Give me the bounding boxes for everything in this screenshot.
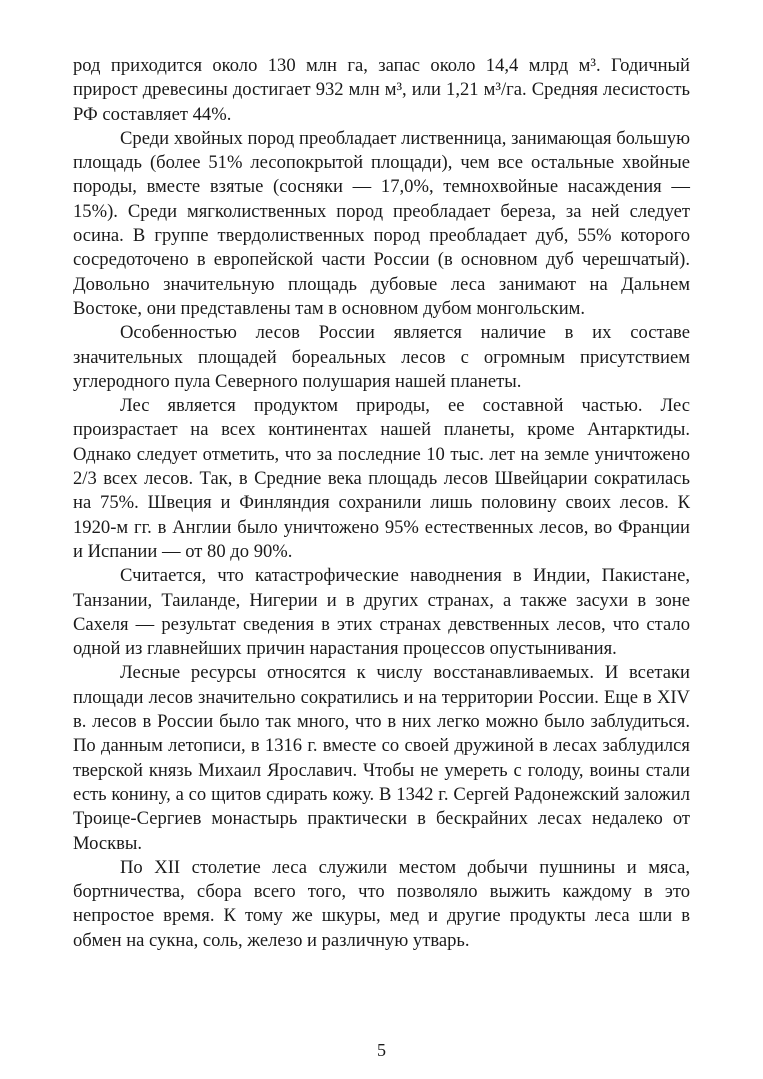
paragraph-forest-stock: род приходится около 130 млн га, запас около 14,4 млрд м³. Годичный прирост древесины достигает 932 млн м³, или 1,21 м³/га. Средняя лесистость РФ составляет 44%. — [73, 55, 690, 125]
paragraph-forest-loss-world: Лес является продуктом природы, ее составной частью. Лес произрастает на всех континентах нашей планеты, кроме Антарктиды. Однако следует отметить, что за последние 10 тыс. лет на земле уничтожено 2/3 всех лесов. Так, в Средние века площадь лесов Швейцарии сократилась на 75%. Швеция и Финляндия сохранили лишь половину своих лесов. К 1920-м гг. в Англии было уничтожено 95% естественных лесов, во Франции и Испании — от 80 до 90%. — [73, 395, 690, 562]
paragraph-floods-droughts: Считается, что катастрофические наводнения в Индии, Пакистане, Танзании, Таиланде, Нигерии и в других странах, а также засухи в зоне Сахеля — результат сведения в этих странах девственных лесов, что стало одной из главнейших причин нарастания процессов опустынивания. — [73, 565, 690, 660]
paragraph-coniferous-species: Среди хвойных пород преобладает лиственница, занимающая большую площадь (более 51% лесопокрытой площади), чем все остальные хвойные породы, вместе взятые (сосняки — 17,0%, темнохвойные насаждения — 15%). Среди мягколиственных пород преобладает береза, за ней следует осина. В группе твердолиственных пород преобладает дуб, 55% которого сосредоточено в европейской части России (в основном дуб черешчатый). Довольно значительную площадь дубовые леса занимают на Дальнем Востоке, они представлены там в основном дубом монгольским. — [73, 127, 690, 319]
paragraph-boreal-forests: Особенностью лесов России является наличие в их составе значительных площадей бореальных лесов с огромным присутствием углеродного пула Северного полушария нашей планеты. — [73, 322, 690, 392]
paragraph-forest-resources-use: По XII столетие леса служили местом добычи пушнины и мяса, бортничества, сбора всего того, что позволяло выжить каждому в это непростое время. К тому же шкуры, мед и другие продукты леса шли в обмен на сукна, соль, железо и различную утварь. — [73, 856, 690, 951]
paragraph-forest-history-russia: Лесные ресурсы относятся к числу восстанавливаемых. И всетаки площади лесов значительно сократились и на территории России. Еще в XIV в. лесов в России было так много, что в них легко можно было заблудиться. По данным летописи, в 1316 г. вместе со своей дружиной в лесах заблудился тверской князь Михаил Ярославич. Чтобы не умереть с голоду, воины стали есть конину, а со щитов сдирать кожу. В 1342 г. Сергей Радонежский заложил Троице-Сергиев монастырь практически в бескрайних лесах недалеко от Москвы. — [73, 662, 690, 854]
document-page — [73, 54, 690, 953]
page-number: 5 — [377, 1040, 386, 1060]
